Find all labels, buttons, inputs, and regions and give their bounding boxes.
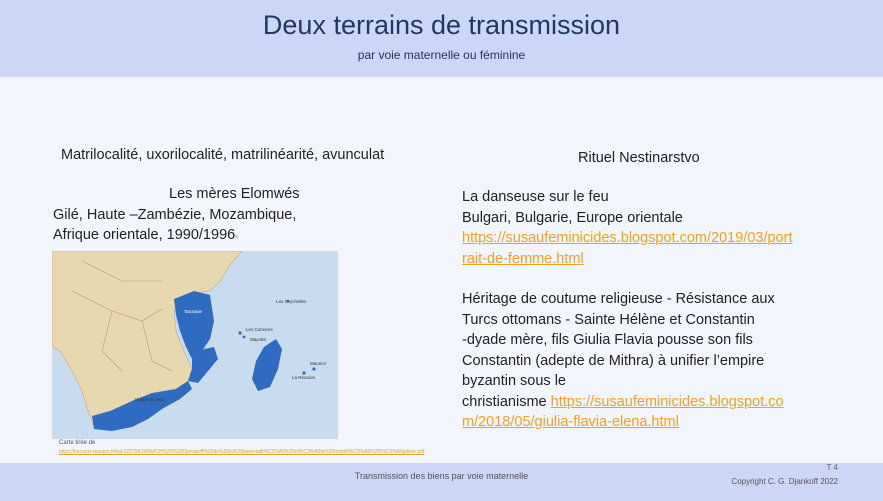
block2-line6-text: christianisme [462, 393, 551, 410]
copyright: Copyright C. G. Djankoff 2022 [731, 477, 838, 486]
left-location-text: Afrique orientale, 1990/1996 [53, 227, 236, 243]
label-comores: Les Comores [246, 327, 273, 332]
mayotte-island [243, 336, 246, 339]
left-heading: Matrilocalité, uxorilocalité, matrilinéarité, avunculat [61, 147, 385, 163]
footer-title: Transmission des biens par voie maternelle [354, 471, 529, 481]
madagascar-shape [252, 339, 282, 391]
header-band [0, 0, 883, 77]
block2-line5: byzantin sous le [462, 373, 566, 389]
block2-link-part1[interactable]: https://susaufeminicides.blogspot.co [550, 393, 784, 410]
block2-link-part2[interactable]: m/2018/05/giulia-flavia-elena.html [462, 414, 679, 430]
map-caption: Carte tirée de [59, 440, 96, 446]
label-tanzanie: Tanzanie [184, 309, 203, 314]
block1-line2: Bulgari, Bulgarie, Europe orientale [462, 209, 683, 226]
label-reunion: La Réunion [292, 375, 316, 380]
block2-line3: -dyade mère, fils Giulia Flavia pousse son fils [462, 332, 753, 348]
label-afrique-sud: Afrique du Sud [134, 397, 164, 402]
right-block-2 [462, 289, 807, 433]
left-subheading: Les mères Elomwés [169, 186, 300, 202]
maurice-island [312, 367, 315, 370]
block2-line2: Turcs ottomans - Sainte Hélène et Constantin [462, 311, 755, 328]
left-location-line2 [53, 227, 239, 243]
footer-band [0, 463, 883, 501]
map-source-link[interactable]: https://hal.univ-reunion.fr/hal-02279619/file/CH%20%20Djanakoff%20de%20la%20parentalit%C3%A9%20et%C3%A0la%20mobilit%C3%A9%20l%C3%A9gitime.pdf [59, 449, 425, 455]
slide-number: T 4 [826, 463, 838, 472]
comores-island [238, 331, 241, 334]
block1-link-part1[interactable]: https://susaufeminicides.blogspot.com/2019/03/port [462, 230, 793, 246]
label-mayotte: Mayotte [250, 337, 267, 342]
africa-map [52, 251, 338, 439]
left-location-line1: Gilé, Haute –Zambézie, Mozambique, [53, 207, 297, 223]
africa-map-svg [52, 251, 338, 439]
slide-title: Deux terrains de transmission [262, 10, 621, 40]
left-location-mark: h [235, 235, 239, 241]
right-block-1 [462, 187, 807, 269]
slide-subtitle: par voie maternelle ou féminine [357, 48, 526, 62]
block2-line6 [462, 392, 807, 413]
block2-line1: Héritage de coutume religieuse - Résistance aux [462, 291, 775, 307]
label-maurice: Maurice [310, 361, 327, 366]
block2-line4: Constantin (adepte de Mithra) à unifier l’empire [462, 352, 765, 369]
block1-link-part2[interactable]: rait-de-femme.html [462, 250, 584, 267]
label-seychelles: Les Seychelles [276, 299, 307, 304]
block1-line1: La danseuse sur le feu [462, 189, 609, 205]
right-heading: Rituel Nestinarstvo [578, 150, 700, 166]
